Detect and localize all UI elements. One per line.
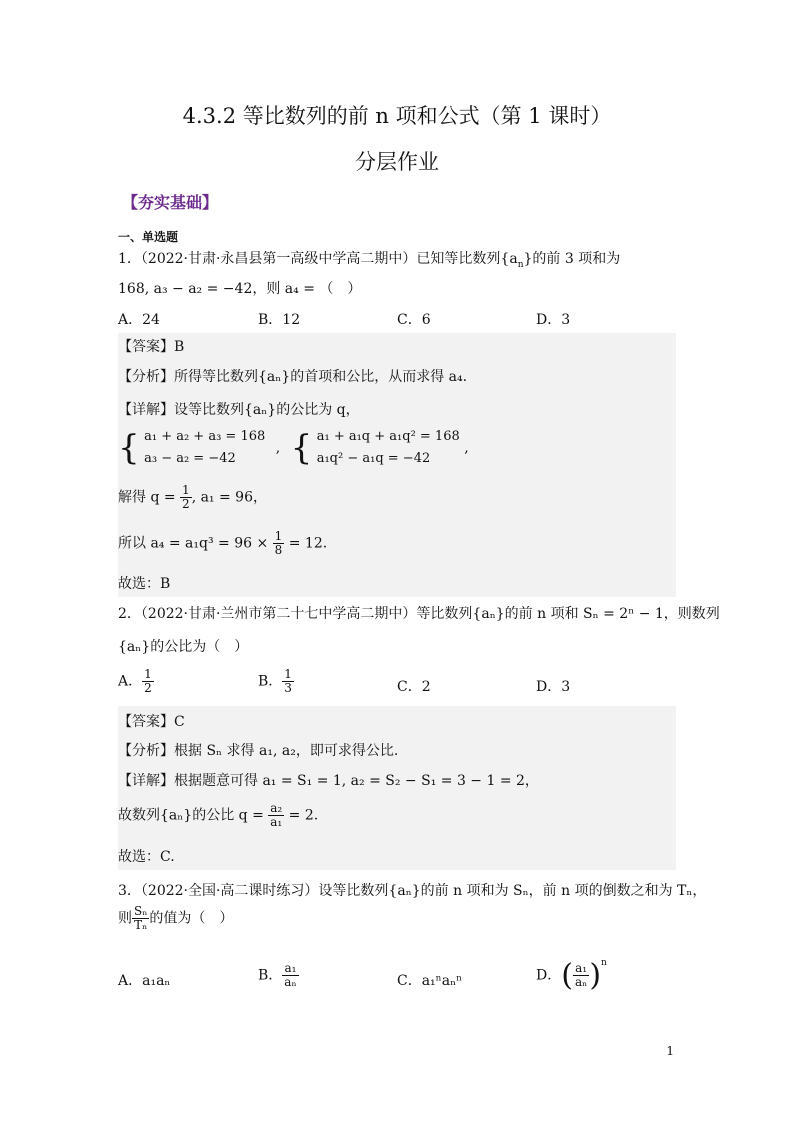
left-brace: { bbox=[290, 428, 313, 468]
q1-sys1-eq1: a₁ + a₂ + a₃ = 168 bbox=[144, 429, 266, 444]
q2-answer: 【答案】C bbox=[118, 714, 185, 730]
q1-solve: 解得 q = $\frac{1}{2}$ , a₁ = 96， bbox=[118, 483, 267, 511]
q3-stem-line2: 则 $\frac{\text{Sₙ}}{\text{Tₙ}}$ 的值为（ ） bbox=[118, 904, 234, 932]
q1-conclusion: 所以 a₄ = a₁q³ = 96 × $\frac{1}{8}$ = 12. bbox=[118, 529, 328, 557]
q2-choose: 故选：C. bbox=[118, 849, 175, 865]
page-subtitle: 分层作业 bbox=[355, 150, 439, 174]
q2-ratio: 故数列{aₙ}的公比 q = $\frac{\text{a₂}}{\text{a₁}}$ = 2. bbox=[118, 801, 319, 829]
q1-option-a: A．24 bbox=[118, 312, 160, 328]
q2-option-b: B． $\frac{1}{3}$ bbox=[258, 667, 292, 695]
q1-analysis: 【分析】所得等比数列{aₙ}的首项和公比，从而求得 a₄. bbox=[118, 369, 468, 385]
section-heading: 【夯实基础】 bbox=[122, 193, 219, 212]
q1-choose: 故选：B bbox=[118, 576, 171, 592]
q2-stem-line2: {aₙ}的公比为（ ） bbox=[118, 639, 249, 655]
q1-sys2-eq1: a₁ + a₁q + a₁q² = 168 bbox=[316, 429, 460, 444]
q1-answer: 【答案】B bbox=[118, 339, 185, 355]
q1-sys1-eq2: a₃ − a₂ = −42 bbox=[144, 451, 236, 466]
q1-sys2-eq2: a₁q² − a₁q = −42 bbox=[316, 451, 431, 466]
q1-option-b: B．12 bbox=[258, 312, 301, 328]
q1-equation-systems: { a₁ + a₂ + a₃ = 168 a₃ − a₂ = −42 , { a₁ + a₁q + a₁q² = 168 a₁q² − a₁q = −42 , bbox=[118, 428, 469, 468]
q2-option-d: D．3 bbox=[536, 679, 571, 695]
q3-option-c: C．a₁ⁿaₙⁿ bbox=[397, 973, 463, 989]
left-brace: { bbox=[118, 428, 140, 468]
q3-stem-line1: 3．（2022·全国·高二课时练习）设等比数列{aₙ}的前 n 项和为 Sₙ，前 n 项的倒数之和为 Tₙ， bbox=[118, 883, 707, 899]
page-title: 4.3.2 等比数列的前 n 项和公式（第 1 课时） bbox=[182, 104, 612, 128]
q1-option-d: D．3 bbox=[536, 312, 571, 328]
q2-option-c: C．2 bbox=[397, 679, 431, 695]
q2-stem-line1: 2．（2022·甘肃·兰州市第二十七中学高二期中）等比数列{aₙ}的前 n 项和 Sₙ = 2ⁿ − 1，则数列 bbox=[118, 606, 720, 622]
page-number: 1 bbox=[666, 1044, 674, 1058]
q1-option-c: C．6 bbox=[397, 312, 431, 328]
q3-option-a: A．a₁aₙ bbox=[118, 973, 171, 989]
q2-option-a: A． $\frac{1}{2}$ bbox=[118, 667, 152, 695]
q1-stem-line1: 1．（2022·甘肃·永昌县第一高级中学高二期中）已知等比数列$\{a_n\}$的前 3 项和为 bbox=[118, 251, 621, 270]
q1-stem-line2: 168, a₃ − a₂ = −42，则 a₄ = （ ） bbox=[118, 281, 362, 297]
q2-detail: 【详解】根据题意可得 a₁ = S₁ = 1, a₂ = S₂ − S₁ = 3 − 1 = 2， bbox=[118, 773, 539, 789]
q2-analysis: 【分析】根据 Sₙ 求得 a₁, a₂，即可求得公比. bbox=[118, 743, 399, 759]
q1-detail-intro: 【详解】设等比数列{aₙ}的公比为 q， bbox=[118, 402, 360, 418]
q3-option-b: B． $\frac{\text{a₁}}{\text{aₙ}}$ bbox=[258, 961, 297, 989]
part-heading: 一、单选题 bbox=[118, 230, 179, 244]
q3-option-d: D．( $\frac{\text{a₁}}{\text{aₙ}}$ )$^n$ bbox=[536, 958, 607, 993]
